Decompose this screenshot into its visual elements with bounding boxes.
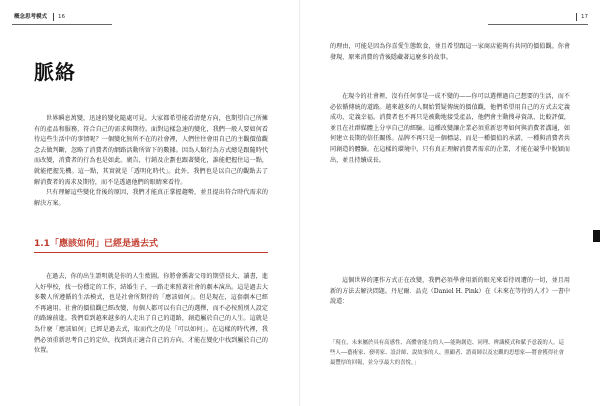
page-number-left: 16 [58, 14, 66, 20]
chapter-title: 脈絡 [34, 60, 76, 84]
right-body-top [330, 42, 570, 85]
header-divider [53, 13, 54, 21]
right-body-mid [330, 92, 570, 274]
block-quote: 「現在，未來屬於具有高感性、高體會能力的人——能夠創造、同理、辨識模式和賦予意義的人。這些人——藝術家、發明家、設計師、說故事的人、照顧者、諮商師以及宏觀的思想家——將會獲得社會最豐厚的回報，並分享最大的喜悅。」 [330, 340, 564, 367]
intro-paragraph-2: 只有理解這些變化背後的原因，我們才能真正掌握趨勢，並且提出符合時代需求的解決方案。 [34, 189, 268, 207]
header-rule-left [12, 24, 112, 25]
chapter-edge-tab [593, 230, 600, 242]
page-number-right: 17 [581, 14, 588, 20]
header-divider-right [576, 13, 577, 21]
section-body [34, 272, 268, 390]
section-paragraph-1: 在過去，你的出生證明就是你的人生藍圖。你將會循著父母的期望長大、讀書，進入好學校，找一份穩定的工作，結婚生子，一路走來照著社會的劇本演出。這是過去大多數人所遵循的生活模式，也是社會所期待的「應該如何」。但是現在，這套劇本已經不再適用。社會的價值觀已經改變，每個人都可以有自己的選擇，而不必按照別人設定的路線前進。我們看到越來越多的人走出了自己的道路，創造屬於自己的人生。這就是為什麼「應該如何」已經是過去式，取而代之的是「可以如何」。在這樣的時代裡，我們必須重新思考自己的定位，找到真正適合自己的方向，才能在變化中找到屬於自己的位置。 [34, 273, 268, 355]
running-header-left [12, 12, 65, 22]
header-rule-right [488, 24, 588, 25]
right-body-lower [330, 276, 570, 329]
right-paragraph-lower: 這個世界的運作方式正在改變，我們必須學會用新的眼光來看待周遭的一切，並且用新的方法去解決問題。丹尼爾．品克（Daniel H. Pink）在《未來在等待的人才》一書中說道： [330, 277, 570, 306]
intro-body [34, 114, 268, 221]
right-page [300, 0, 600, 406]
section-rule [34, 252, 268, 253]
right-paragraph-top: 的理由，可能是因為你喜愛生態飲食，並且希望跟這一家商店能夠有共同的價值觀。你會發現，原來消費的背後隱藏著這麼多的故事。 [330, 43, 570, 61]
section-heading: 1.1「應該如何」已經是過去式 [34, 239, 158, 249]
right-paragraph-mid: 在現今的社會裡，沒有任何事是一成不變的——你可以選擇過自己想要的生活，而不必依循傳統的道路。越來越多的人開始質疑傳統的價值觀，他們希望用自己的方式去定義成功、定義幸福。消費者也不再只是被動地接受產品，他們會主動搜尋資訊、比較評價，並且在社群媒體上分享自己的經驗。這種改變讓企業必須重新思考如何與消費者溝通，如何建立長期的信任關係。品牌不再只是一個標誌，而是一種價值的承諾，一種與消費者共同創造的體驗。在這樣的環境中，只有真正理解消費者需求的企業，才能在競爭中脫穎而出，並且持續成長。 [330, 93, 570, 164]
running-header-right [572, 12, 588, 22]
running-title: 概念思考模式 [14, 14, 48, 20]
intro-paragraph-1: 世界瞬息萬變，迅速的變化隨處可見。大家都希望能看清楚方向，也期望自己所擁有的產品和服務，符合自己的需求與期待。面對這樣急速的變化，我們一般人要如何看待這些生活中的事情呢？一個變化無所不在的社會裡，人們往往會用自己的主觀價值觀念去做判斷，忽略了消費者的網路活動所留下的數據。因為人類行為方式總是跟隨時代而改變，消費者的行為也是如此。廣告，行銷及企劃也跟著變化，誰能把握住這一點，就能把握先機。這一點，其實就是「透明化時代」。此外，我們也是以自己的觀點去了解消費者的需求及期待，而不是透過他們的眼睛來看待。 [34, 115, 268, 186]
